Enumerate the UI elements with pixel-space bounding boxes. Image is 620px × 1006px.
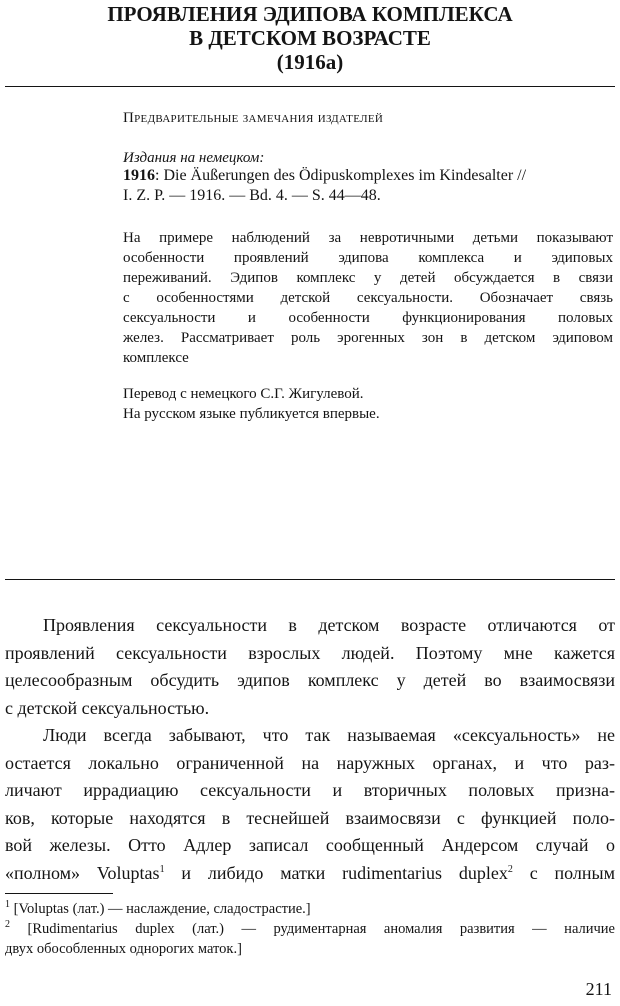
footnote-1-text: [Voluptas (лат.) — наслаждение, сладострастие.]: [10, 901, 311, 917]
paragraph-line: ков, которые находятся в теснейшей взаимосвязи с функцией поло-: [5, 807, 615, 828]
footnote-mark-2: 2: [5, 919, 10, 931]
editions-label: Издания на немецком:: [123, 150, 265, 166]
footnote-2: [5, 919, 615, 939]
line-part: и либидо матки rudimentarius duplex: [164, 862, 508, 883]
paragraph-line: Люди всегда забывают, что так называемая «сексуальность» не: [43, 725, 615, 745]
footnotes: [5, 899, 615, 959]
paragraph-line: [5, 860, 615, 888]
footnote-ref-2[interactable]: 2: [507, 863, 513, 875]
publication-note: На русском языке публикуется впервые.: [123, 406, 380, 422]
editor-abstract: [123, 228, 613, 368]
footnote-divider: [5, 893, 113, 894]
page-number: 211: [585, 979, 612, 999]
abstract-line: сексуальности и особенности функционирования половых: [123, 310, 613, 326]
edition-line-1: [123, 166, 613, 186]
footnote-1: [5, 899, 615, 919]
chapter-title: [0, 2, 620, 74]
translation-credit: Перевод с немецкого С.Г. Жигулевой.: [123, 386, 364, 402]
top-divider: [5, 86, 615, 87]
edition-reference: [123, 166, 613, 206]
chapter-title-line-3: (1916а): [276, 50, 344, 74]
editor-notes-heading: Предварительные замечания издателей: [123, 110, 384, 126]
footnote-2-text: [Rudimentarius duplex (лат.) — рудиментарная аномалия развития — наличие: [10, 921, 615, 937]
abstract-line: переживаний. Эдипов комплекс у детей обсуждается в связи: [123, 270, 613, 286]
paragraph-line: целесообразным обсудить эдипов комплекс у детей во взаимосвязи: [5, 670, 615, 690]
edition-title: : Die Äußerungen des Ödipuskomplexes im Kindesalter //: [155, 167, 527, 184]
translation-notes: [123, 384, 613, 424]
line-part: с полным: [512, 862, 616, 883]
footnote-ref-1[interactable]: 1: [159, 863, 165, 875]
footnote-mark-1: 1: [5, 899, 10, 911]
abstract-line: особенности проявлений эдипова комплекса и эдиповых: [123, 250, 613, 266]
paragraph-line: вой железы. Отто Адлер записал сообщенный Андерсом случай о: [5, 835, 615, 855]
chapter-title-line-2: В ДЕТСКОМ ВОЗРАСТЕ: [189, 26, 431, 50]
line-part: «полном» Voluptas: [5, 862, 160, 883]
abstract-line: желез. Рассматривает роль эрогенных зон в детском эдиповом: [123, 330, 613, 346]
abstract-line: с особенностями детской сексуальности. Обозначает связь: [123, 290, 613, 306]
paragraph-line: проявлений сексуальности взрослых людей. Поэтому мне кажется: [5, 642, 615, 663]
chapter-title-line-1: ПРОЯВЛЕНИЯ ЭДИПОВА КОМПЛЕКСА: [107, 2, 513, 26]
abstract-line: На примере наблюдений за невротичными детьми показывают: [123, 230, 613, 246]
edition-line-2: I. Z. P. — 1916. — Bd. 4. — S. 44—48.: [123, 187, 381, 204]
edition-year: 1916: [123, 167, 155, 184]
abstract-line: комплексе: [123, 350, 189, 366]
paragraph-line: личают иррадиацию сексуальности и вторичных половых призна-: [5, 780, 615, 800]
paragraph-line: с детской сексуальностью.: [5, 697, 210, 718]
paragraph-line: Проявления сексуальности в детском возрасте отличаются от: [43, 615, 615, 635]
paragraph-line: остается локально ограниченной на наружных органах, и что раз-: [5, 752, 615, 773]
footnote-2-continuation: двух обособленных однорогих маток.]: [5, 941, 242, 957]
main-text: [5, 612, 615, 887]
section-divider: [5, 579, 615, 580]
